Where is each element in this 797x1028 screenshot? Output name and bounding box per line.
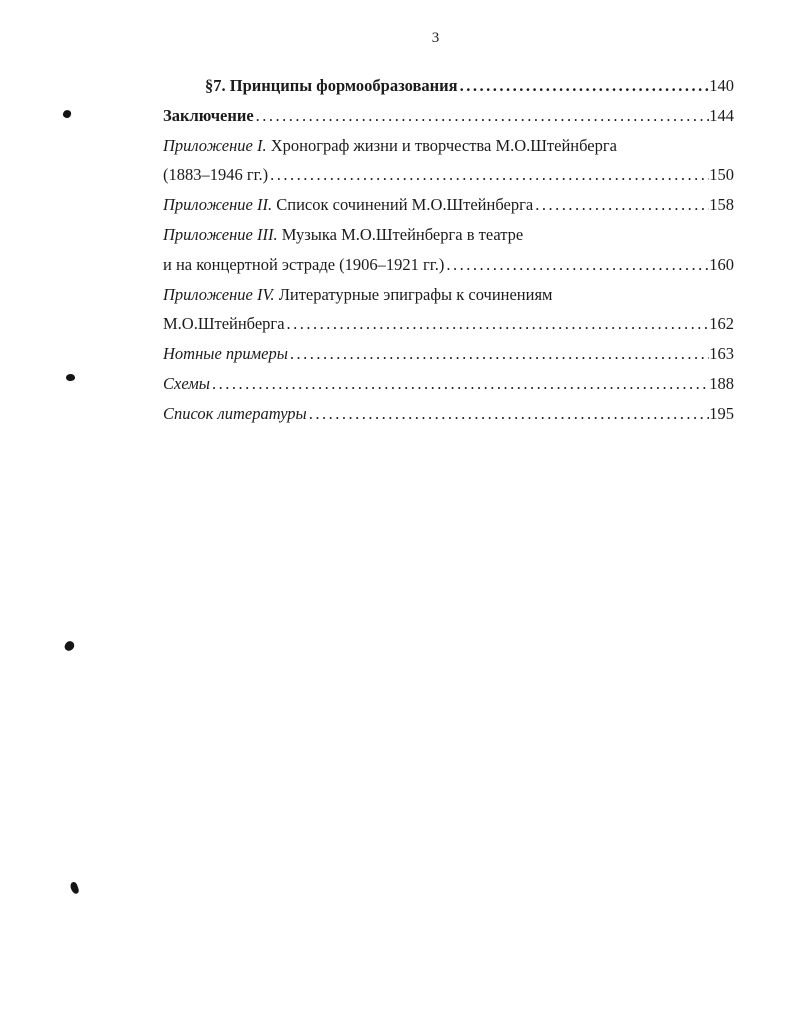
page-number: 3: [431, 30, 440, 46]
toc-entry-text: Литературные эпиграфы к сочинениям: [274, 284, 553, 304]
ink-speck: [65, 373, 75, 381]
toc-entry-title: Схемы: [163, 373, 210, 393]
toc-line-bibliography: [163, 404, 734, 434]
toc-line-appendix-3-continued: [163, 255, 734, 285]
toc-page-number: 158: [709, 195, 734, 215]
toc-entry-text: §7. Принципы формообразования: [205, 76, 458, 95]
dot-leader: [444, 255, 709, 275]
toc-entry-text: Заключение: [163, 105, 254, 125]
toc-line-conclusion: [163, 106, 734, 136]
dot-leader: [285, 314, 710, 334]
toc-page-number: 144: [709, 105, 734, 125]
toc-entry-text: Список сочинений М.О.Штейнберга: [272, 195, 534, 215]
toc-line-appendix-1: [163, 136, 734, 166]
dot-leader: [254, 106, 710, 126]
toc-entry-text: Хронограф жизни и творчества М.О.Штейнберга: [266, 135, 617, 155]
toc-entry-title: Приложение II.: [163, 195, 273, 215]
toc-entry-title: Приложение III.: [163, 224, 278, 244]
toc-entry-text: (1883–1946 гг.): [163, 165, 269, 185]
toc-line-appendix-4: [163, 285, 734, 315]
dot-leader: [288, 344, 709, 364]
toc-page-number: 162: [709, 314, 734, 334]
toc-entry-text: Музыка М.О.Штейнберга в театре: [277, 224, 524, 244]
toc-page-number: 188: [709, 373, 734, 393]
toc-line-section-7: [163, 76, 734, 106]
toc-line-appendix-2: [163, 195, 734, 225]
dot-leader: [268, 165, 709, 185]
toc-entry-text: и на концертной эстраде (1906–1921 гг.): [163, 254, 445, 274]
dot-leader: [458, 76, 710, 96]
ink-speck: [69, 881, 79, 895]
toc-line-appendix-3: [163, 225, 734, 255]
table-of-contents: [163, 76, 734, 434]
toc-page-number: 195: [709, 403, 734, 423]
toc-line-appendix-4-continued: [163, 314, 734, 344]
toc-line-appendix-1-continued: [163, 165, 734, 195]
ink-speck: [63, 640, 75, 653]
toc-page-number: 140: [709, 76, 734, 95]
toc-entry-title: Нотные примеры: [163, 344, 288, 364]
toc-line-schemes: [163, 374, 734, 404]
toc-entry-title: Приложение I.: [163, 135, 267, 155]
dot-leader: [210, 374, 709, 394]
toc-entry-text: М.О.Штейнберга: [163, 314, 285, 334]
toc-line-music-examples: [163, 344, 734, 374]
toc-page-number: 163: [709, 344, 734, 364]
dot-leader: [307, 404, 710, 424]
ink-speck: [62, 109, 72, 119]
dot-leader: [533, 195, 709, 215]
toc-entry-title: Приложение IV.: [163, 284, 275, 304]
toc-page-number: 160: [709, 254, 734, 274]
toc-page-number: 150: [709, 165, 734, 185]
toc-entry-title: Список литературы: [163, 403, 307, 423]
